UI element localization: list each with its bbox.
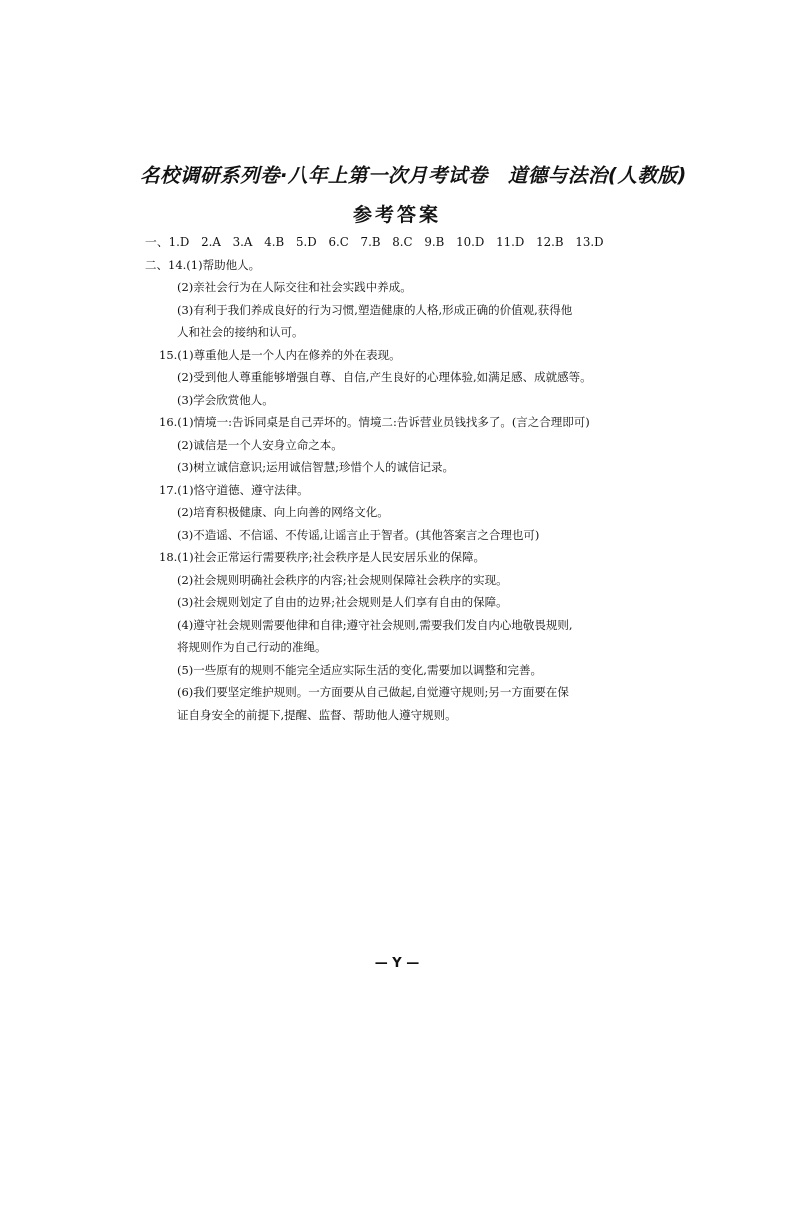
answer-lines	[145, 254, 685, 727]
document-subtitle: 参考答案	[352, 204, 441, 226]
answer-line: (6)我们要坚定维护规则。一方面要从自己做起,自觉遵守规则;另一方面要在保	[177, 685, 569, 699]
answer-line: (2)亲社会行为在人际交往和社会实践中养成。	[177, 280, 412, 294]
answer-line: (4)遵守社会规则需要他律和自律;遵守社会规则,需要我们发自内心地敬畏规则,	[177, 617, 573, 632]
answer-line: (3)社会规则划定了自由的边界;社会规则是人们享有自由的保障。	[177, 595, 508, 609]
answer-line: 证自身安全的前提下,提醒、监督、帮助他人遵守规则。	[177, 707, 457, 722]
page-number: — Y —	[374, 956, 420, 971]
answer-line: (3)有利于我们养成良好的行为习惯,塑造健康的人格,形成正确的价值观,获得他	[177, 302, 573, 317]
answer-line: 17.(1)恪守道德、遵守法律。	[159, 482, 309, 497]
answer-line: (2)诚信是一个人安身立命之本。	[177, 437, 343, 452]
answer-line: 人和社会的接纳和认可。	[177, 325, 304, 339]
multiple-choice-answers: 一、1.D 2.A 3.A 4.B 5.D 6.C 7.B 8.C 9.B 10.D 11.D 12.B 13.D	[145, 235, 604, 249]
answer-line: (2)培育积极健康、向上向善的网络文化。	[177, 505, 389, 519]
document-title: 名校调研系列卷·八年上第一次月考试卷 道德与法治(人教版)	[140, 164, 687, 187]
answer-line: 16.(1)情境一:告诉同桌是自己弄坏的。情境二:告诉营业员钱找多了。(言之合理即可)	[159, 415, 590, 429]
answer-line: 二、14.(1)帮助他人。	[145, 257, 261, 272]
answer-line: 将规则作为自己行动的准绳。	[177, 640, 327, 654]
answer-line: (2)受到他人尊重能够增强自尊、自信,产生良好的心理体验,如满足感、成就感等。	[177, 370, 592, 384]
answer-line: 18.(1)社会正常运行需要秩序;社会秩序是人民安居乐业的保障。	[159, 550, 485, 564]
answer-list	[145, 231, 685, 726]
answer-line: (5)一些原有的规则不能完全适应实际生活的变化,需要加以调整和完善。	[177, 662, 542, 677]
answer-line: (3)不造谣、不信谣、不传谣,让谣言止于智者。(其他答案言之合理也可)	[177, 527, 540, 542]
answer-line: 15.(1)尊重他人是一个人内在修养的外在表现。	[159, 347, 401, 362]
answer-line: (3)树立诚信意识;运用诚信智慧;珍惜个人的诚信记录。	[177, 460, 455, 474]
answer-line: (2)社会规则明确社会秩序的内容;社会规则保障社会秩序的实现。	[177, 572, 508, 587]
answer-line: (3)学会欣赏他人。	[177, 392, 274, 407]
